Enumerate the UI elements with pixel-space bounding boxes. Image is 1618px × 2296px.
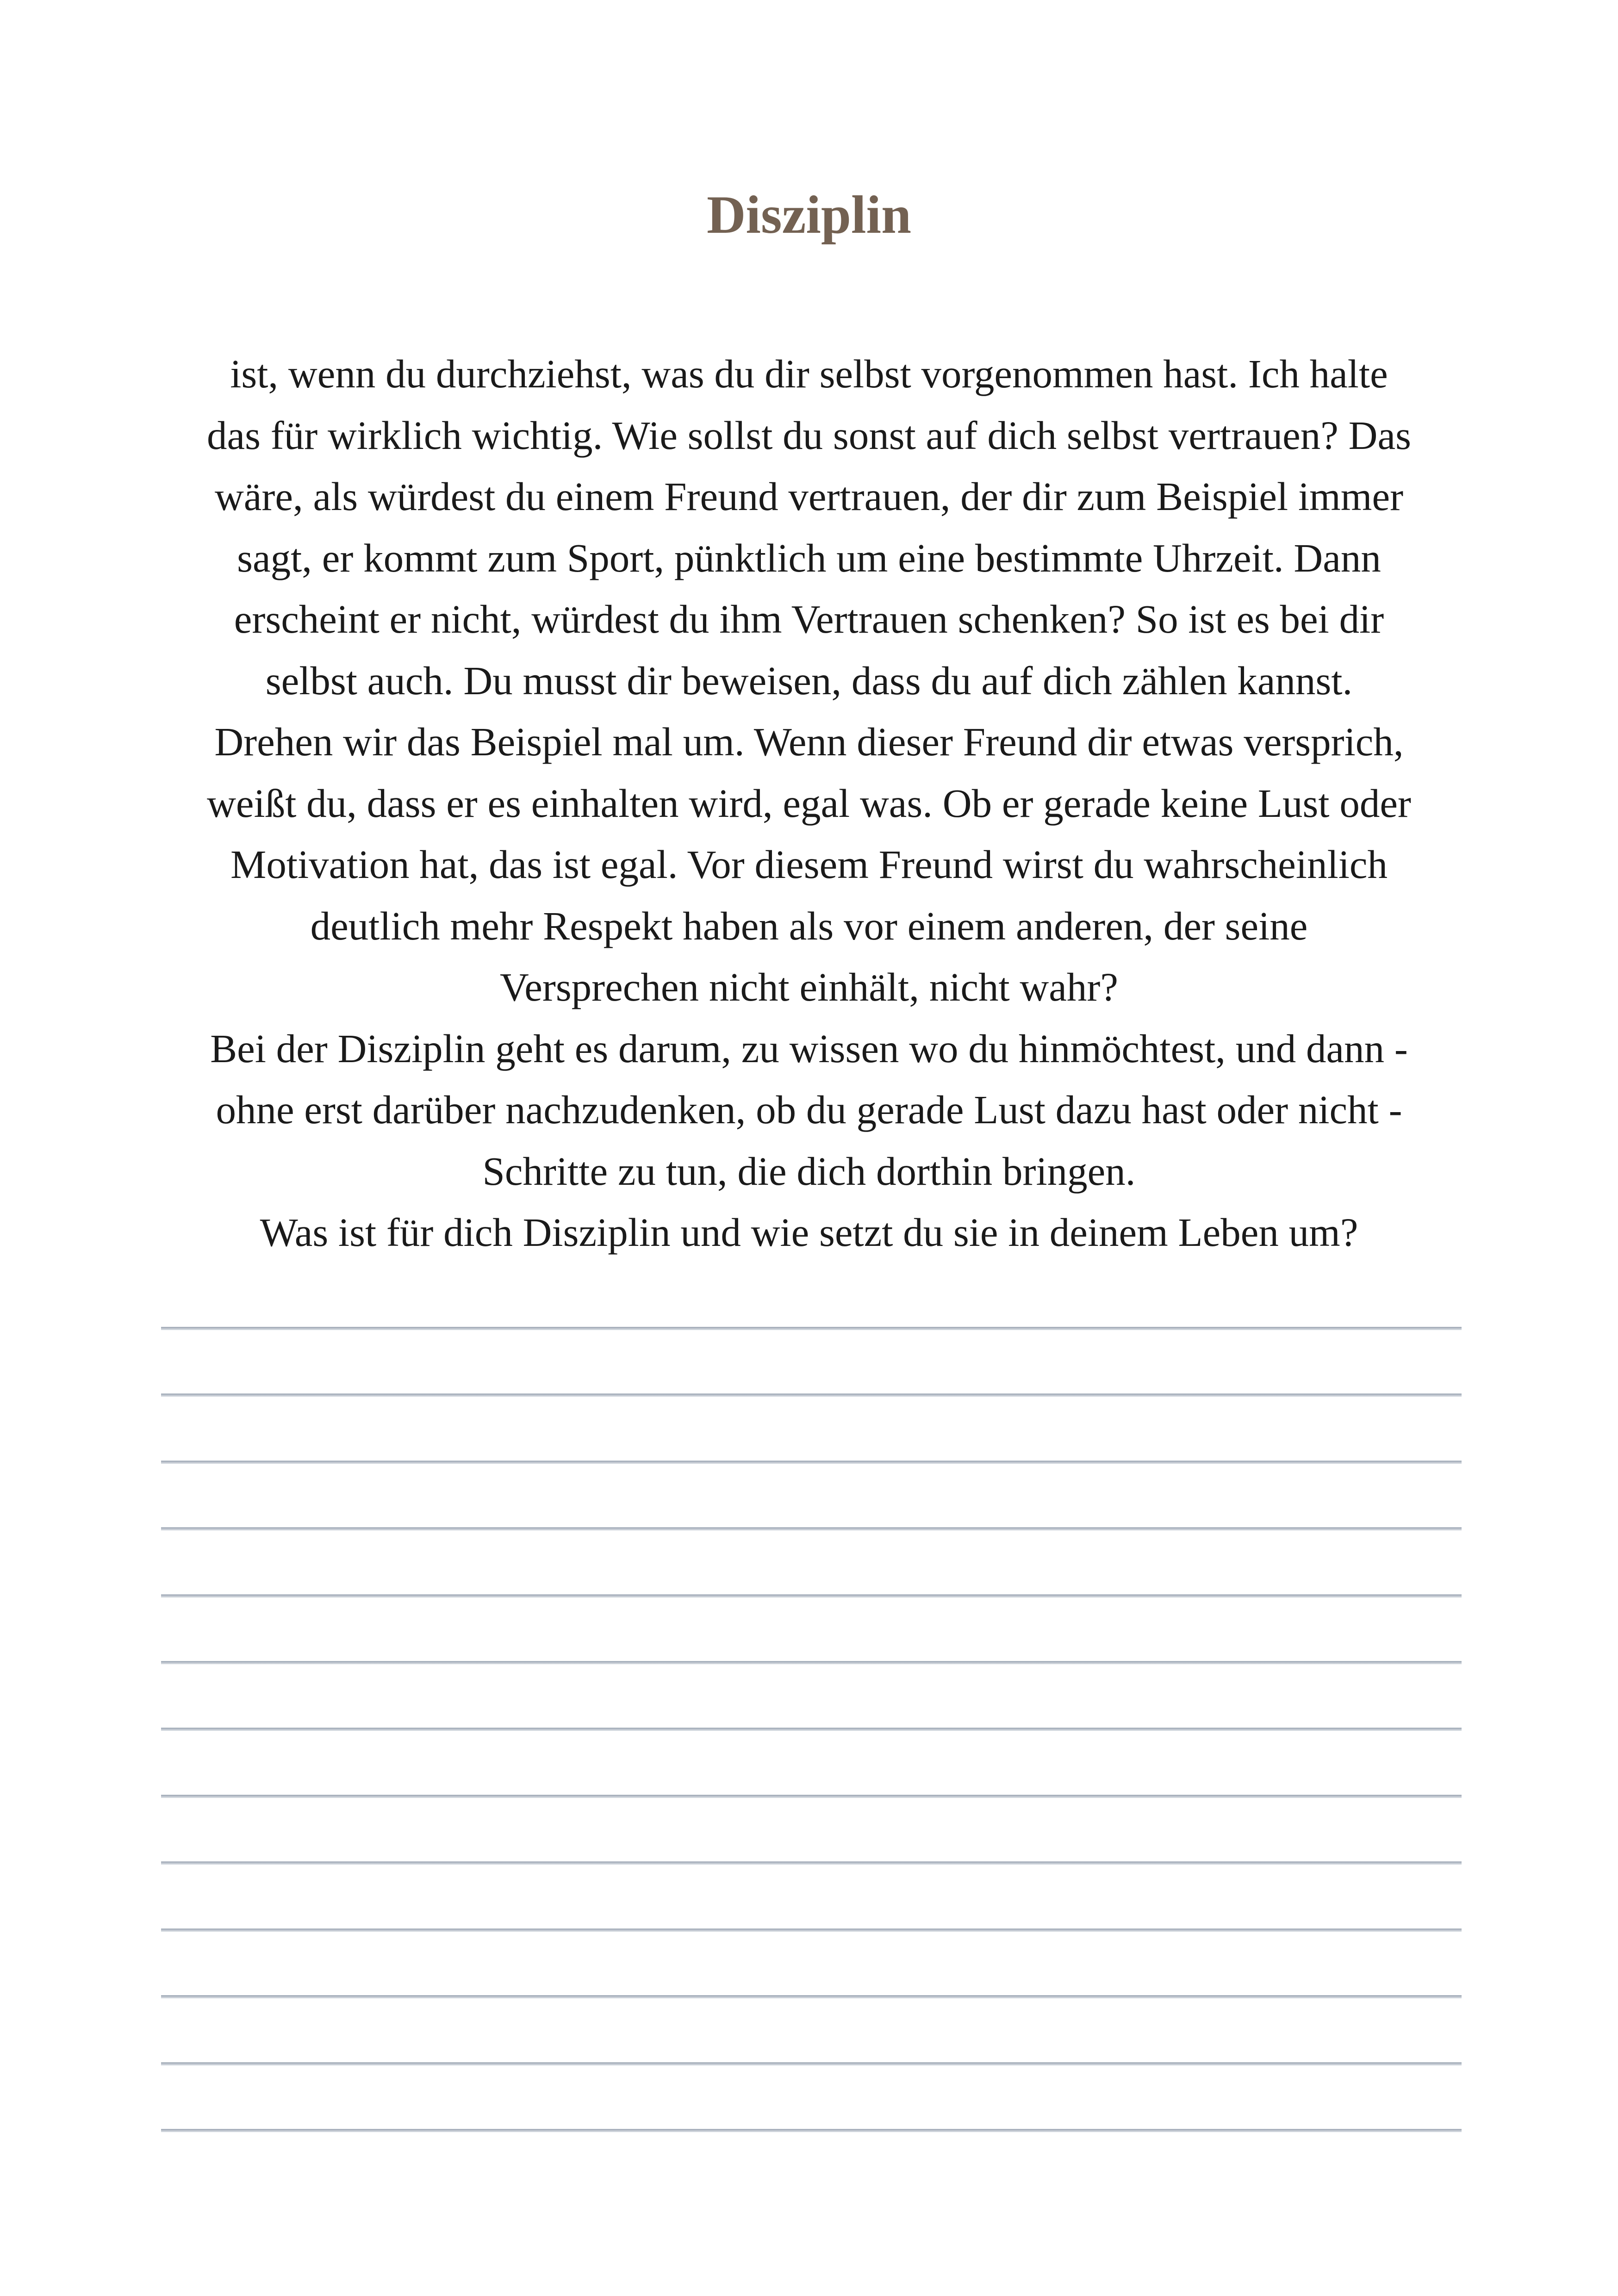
prompt-line: Bei der Disziplin geht es darum, zu wissen wo du hinmöchtest, und dann - bbox=[210, 1026, 1408, 1071]
prompt-line: selbst auch. Du musst dir beweisen, dass du auf dich zählen kannst. bbox=[265, 658, 1353, 703]
prompt-line: Drehen wir das Beispiel mal um. Wenn dieser Freund dir etwas versprich, bbox=[214, 719, 1404, 764]
writing-line bbox=[161, 1461, 1462, 1464]
page-title: Disziplin bbox=[706, 185, 912, 245]
prompt-line: Motivation hat, das ist egal. Vor diesem Freund wirst du wahrscheinlich bbox=[230, 842, 1388, 887]
prompt-line: das für wirklich wichtig. Wie sollst du sonst auf dich selbst vertrauen? Das bbox=[207, 412, 1411, 458]
prompt-line: ohne erst darüber nachzudenken, ob du gerade Lust dazu hast oder nicht - bbox=[216, 1087, 1402, 1132]
writing-line bbox=[161, 2062, 1462, 2066]
prompt-line: deutlich mehr Respekt haben als vor einem anderen, der seine bbox=[310, 903, 1308, 948]
writing-lines[interactable] bbox=[161, 0, 1462, 2296]
writing-line bbox=[161, 1661, 1462, 1664]
prompt-line: weißt du, dass er es einhalten wird, egal was. Ob er gerade keine Lust oder bbox=[207, 780, 1411, 826]
writing-line bbox=[161, 1728, 1462, 1731]
prompt-line: Was ist für dich Disziplin und wie setzt du sie in deinem Leben um? bbox=[260, 1210, 1358, 1255]
prompt-line: Versprechen nicht einhält, nicht wahr? bbox=[500, 964, 1118, 1009]
writing-line bbox=[161, 1327, 1462, 1330]
prompt-line: wäre, als würdest du einem Freund vertrauen, der dir zum Beispiel immer bbox=[214, 474, 1404, 519]
writing-line bbox=[161, 1527, 1462, 1531]
prompt-line: Schritte zu tun, die dich dorthin bringen. bbox=[482, 1148, 1136, 1194]
writing-line bbox=[161, 1861, 1462, 1865]
writing-line bbox=[161, 1995, 1462, 1998]
writing-line bbox=[161, 1795, 1462, 1798]
writing-line bbox=[161, 1394, 1462, 1397]
writing-line bbox=[161, 1929, 1462, 1932]
writing-line bbox=[161, 2129, 1462, 2132]
prompt-line: ist, wenn du durchziehst, was du dir selbst vorgenommen hast. Ich halte bbox=[230, 351, 1388, 396]
prompt-line: sagt, er kommt zum Sport, pünktlich um eine bestimmte Uhrzeit. Dann bbox=[237, 535, 1381, 580]
writing-line bbox=[161, 1594, 1462, 1598]
prompt-line: erscheint er nicht, würdest du ihm Vertrauen schenken? So ist es bei dir bbox=[234, 597, 1384, 641]
